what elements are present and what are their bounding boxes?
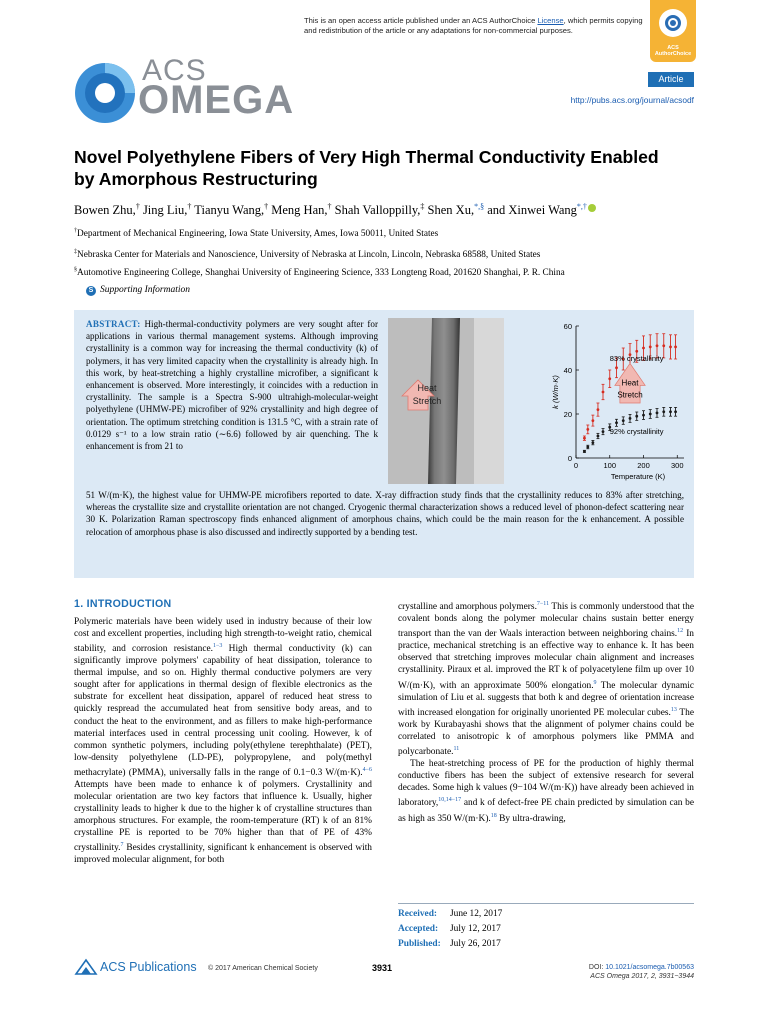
page-number: 3931 [372, 963, 393, 973]
data-point [615, 421, 618, 424]
logo-acs-text: ACS [142, 54, 207, 87]
y-tick-label: 40 [563, 366, 572, 375]
article-type-badge: Article [648, 72, 694, 87]
x-axis-label: Temperature (K) [610, 472, 666, 481]
author[interactable]: and Xinwei Wang*,† [487, 203, 596, 217]
sem-arrow-label-2: Stretch [412, 396, 442, 406]
journal-url-link[interactable]: http://pubs.acs.org/journal/acsodf [570, 95, 694, 105]
data-point [597, 435, 600, 438]
data-point [635, 350, 638, 353]
citation-ref[interactable]: 12 [677, 628, 684, 635]
data-point [649, 346, 652, 349]
supporting-info-icon: S [86, 286, 96, 296]
author[interactable]: Bowen Zhu,† [74, 202, 140, 218]
affiliation: †Department of Mechanical Engineering, Iowa State University, Ames, Iowa 50011, United States [74, 228, 439, 240]
doi-citation: DOI: 10.1021/acsomega.7b00563 ACS Omega 2017, 2, 3931−3944 [530, 963, 694, 981]
annotation-92-crystallinity: 92% crystallinity [609, 426, 664, 436]
intro-left-column: Polymeric materials have been widely used in industry because of their low cost and excellent properties, including high strength-to-weight ratio, chemical stability, and corrosion resistance.$^{1-3}$ High thermal conductivity (k) can significantly improve polymers' capability of heat dissipation, tolerance to thermal impulse, and so on. Highly thermal conductive polymers are very sought after for applications in thermal design of flexible electronics as the substrate for excellent heat dissipation, apparel of reduced heat stress to quickly respread the accumulated heat from sensitive body areas, and to conduct the heat to the environment, and as fillers to make high-performance material interfaces used in central processing unit cooling. However, k of common synthetic polymers, including poly(ethylene terephthalate) (PET), low-density polyethylene (LD-PE), polypropylene, and poly(methyl methacrylate) (PMMA), universally falls in the range of 0.1−0.3 W/(m·K).$^{4-6}$ Attempts have been made to enhance k of polymers. Crystallinity and molecular orientation are two key factors that influence k. Usually, higher crystallinity leads to higher k due to the higher k of crystalline structures than amorphous structures. For example, the room-temperature (RT) k of an 81% crystalline PE is reported to be 70% higher than that of PE of 43% crystallinity.$^7$ Besides crystallinity, significant k enhancement is observed with improved molecular alignment, for both [74, 617, 372, 866]
y-tick-label: 60 [563, 322, 572, 331]
logo-omega-text: OMEGA [138, 78, 295, 122]
data-point [662, 410, 665, 413]
affiliation: ‡Nebraska Center for Materials and Nanoscience, University of Nebraska at Lincoln, Lincoln, Nebraska 68588, United States [74, 249, 541, 261]
intro-right-column: crystalline and amorphous polymers.$^{7-11}$ This is commonly understood that the covalent bonds along the polymer molecular chains sustain better energy transport than the van der Waals interaction between neighboring chains.$^{12}$ In practice, mechanical stretching is an effective way to enhance k. It has been observed that stretching improves molecular chain alignment and increases crystallinity. Piraux et al. improved the RT k of polyacetylene film up over 10 W/(m·K), with an approximate 500% elongation.$^9$ The molecular dynamic simulation of Liu et al. suggests that both k and degree of orientation increase with increased elongation for originally unoriented PE molecular cubes.$^{13}$ The work by Kurabayashi shows that the alignment of polymer chains could be correlated to anisotropic k of amorphous polymers like PMMA and polycarbonate.$^{11}$ The heat-stretching process of PE for the production of highly thermal conductive fibers has been the subject of extensive research for several decades. Some high k values (9−104 W/(m·K)) have already been achieved in laboratory,$^{10,14-17}$ and k of defect-free PE chain predicted by simulation can be as high as 350 W/(m·K).$^{18}$ By ultra-drawing, [398, 601, 695, 824]
citation-ref[interactable]: 10,14−17 [438, 797, 462, 804]
copyright-notice: © 2017 American Chemical Society [208, 965, 318, 972]
annotation-heat: Heat [621, 378, 639, 388]
supporting-information-link[interactable]: S Supporting Information [86, 285, 190, 296]
open-access-icon [659, 9, 687, 37]
acs-publications-logo-text[interactable]: ACS Publications [100, 960, 197, 974]
data-point [586, 446, 589, 449]
sem-arrow-label-1: Heat [417, 383, 437, 393]
citation-ref[interactable]: 18 [490, 812, 497, 819]
affiliation: §Automotive Engineering College, Shanghai University of Engineering Science, 333 Longteng Road, 201620 Shanghai, P. R. China [74, 267, 565, 279]
dates-divider [398, 903, 694, 904]
author[interactable]: Meng Han,† [271, 202, 332, 218]
citation-ref[interactable]: 4−6 [362, 766, 372, 773]
data-point [674, 410, 677, 413]
acs-publications-logo-icon [74, 958, 98, 976]
toc-graphic [388, 318, 690, 484]
data-point [669, 346, 672, 349]
y-tick-label: 0 [567, 454, 572, 463]
data-point [615, 366, 618, 369]
abstract-text: ABSTRACT: High-thermal-conductivity polymers are very sought after for applications in various thermal management systems. Although improving crystallinity is a common way for increasing the thermal conductivity (k) of polymers, it has very limited capacity when the crystallinity is already high. In this work, by heat-stretching a highly crystalline microfiber, a significant k enhancement is observed. More interestingly, it coincides with a reduction in crystallinity. The sample is a Spectra S-900 ultrahigh-molecular-weight polyethylene (UHMW-PE) microfiber of 92% crystallinity and high degree of orientation. The optimum stretching condition is 131.5 °C, with a strain rate of 0.0129 s⁻¹ to a low strain ratio (∼6.6) followed by air quenching. The k enhancement is from 21 to [86, 319, 378, 452]
data-point [602, 430, 605, 433]
abstract-text-continued: 51 W/(m·K), the highest value for UHMW-PE microfibers reported to date. X-ray diffraction study finds that the crystallinity reduces to 83% after stretching, whereas the crystallite size and crystallite orientation are not changed. Cryogenic thermal characterization shows a reduced level of phonon-defect scattering near 30 K. Polarization Raman spectroscopy finds enhanced alignment of amorphous chains, which could be the main reason for the k enhancement. A possible relocation of amorphous phase is also discussed and indirectly supported by a bending test. [86, 490, 684, 537]
data-point [602, 391, 605, 394]
citation-ref[interactable]: 7 [120, 842, 124, 849]
data-point [608, 377, 611, 380]
author[interactable]: Jing Liu,† [142, 202, 192, 218]
author[interactable]: Shen Xu,*,§ [427, 202, 485, 218]
article-title: Novel Polyethylene Fibers of Very High Thermal Conductivity Enabled by Amorphous Restructuring [74, 147, 659, 189]
data-point [662, 344, 665, 347]
data-point [656, 412, 659, 415]
data-point [674, 346, 677, 349]
data-point [591, 441, 594, 444]
section-heading-introduction: 1. INTRODUCTION [74, 598, 172, 610]
citation-ref[interactable]: 7−11 [536, 601, 550, 607]
data-point [622, 419, 625, 422]
x-tick-label: 100 [603, 461, 617, 470]
acs-omega-logo-icon [72, 60, 138, 126]
author-list [74, 199, 704, 218]
authorchoice-badge[interactable] [650, 0, 696, 62]
citation-ref[interactable]: 13 [670, 706, 677, 713]
data-point [583, 437, 586, 440]
data-point [583, 450, 586, 453]
journal-citation: ACS Omega 2017, 2, 3931−3944 [590, 973, 694, 980]
data-point [642, 347, 645, 350]
data-point [597, 408, 600, 411]
published-date-row: Published: July 26, 2017 [398, 939, 501, 949]
data-point [586, 428, 589, 431]
y-axis-label: k (W/m·K) [551, 375, 560, 409]
received-date-row: Received: June 12, 2017 [398, 909, 503, 919]
y-tick-label: 20 [563, 410, 572, 419]
citation-ref[interactable]: 1−3 [213, 643, 223, 650]
data-point [642, 414, 645, 417]
chart-plot [551, 322, 684, 481]
data-point [629, 417, 632, 420]
data-point [635, 415, 638, 418]
author[interactable]: Shah Valloppilly,‡ [334, 202, 425, 218]
citation-ref[interactable]: 9 [593, 679, 597, 686]
x-tick-label: 200 [637, 461, 650, 470]
x-tick-label: 0 [573, 461, 579, 470]
author[interactable]: Tianyu Wang,† [194, 202, 269, 218]
abstract-heading: ABSTRACT: [86, 319, 141, 329]
data-point [656, 344, 659, 347]
license-link[interactable]: License [537, 16, 564, 25]
doi-link[interactable]: 10.1021/acsomega.7b00563 [605, 964, 694, 971]
accepted-date-row: Accepted: July 12, 2017 [398, 924, 501, 934]
data-point [669, 410, 672, 413]
annotation-83-crystallinity: 83% crystallinity [609, 354, 664, 364]
orcid-icon[interactable] [588, 204, 596, 212]
annotation-stretch: Stretch [617, 390, 643, 400]
data-point [591, 419, 594, 422]
data-point [649, 413, 652, 416]
x-tick-label: 300 [670, 461, 684, 470]
publication-dates [398, 907, 694, 952]
badge-label: ACS AuthorChoice [654, 45, 692, 57]
open-access-notice: This is an open access article published under an ACS AuthorChoice License, which permits copying and redistribution of the article or any adaptations for non-commercial purposes. [304, 16, 643, 35]
citation-ref[interactable]: 11 [453, 746, 460, 753]
